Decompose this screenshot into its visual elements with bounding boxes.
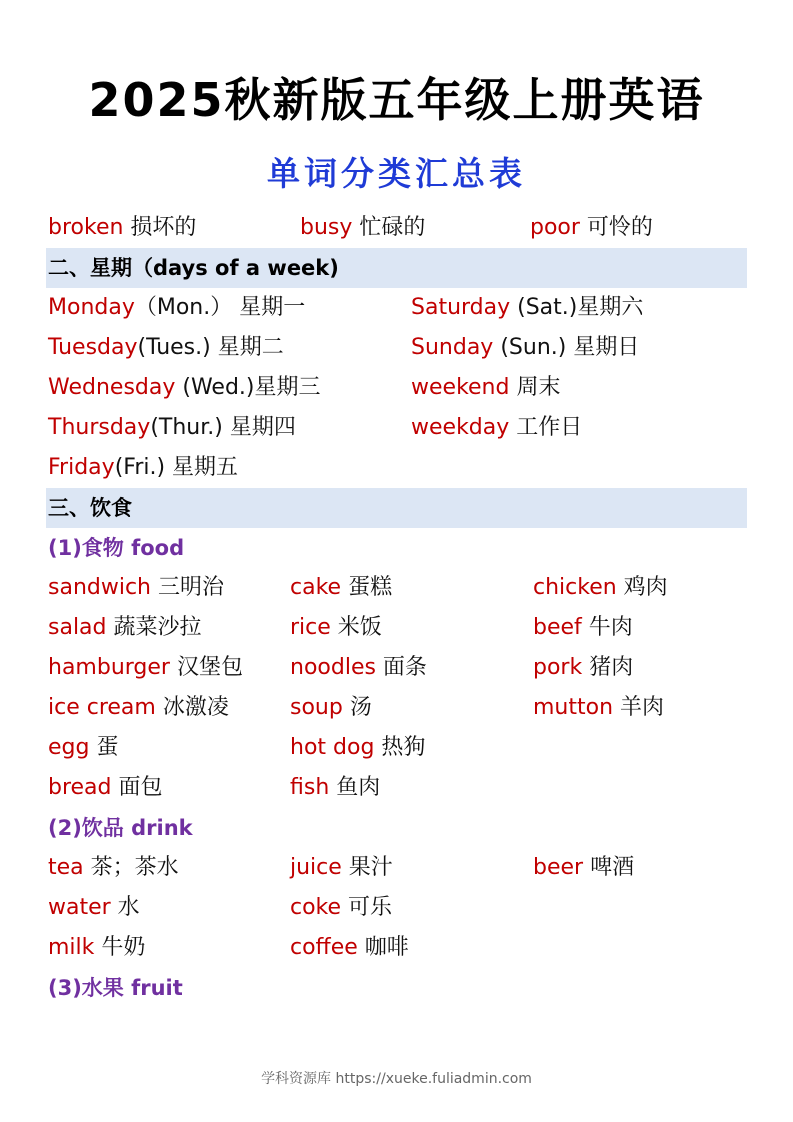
english-word: fish <box>290 775 330 800</box>
chinese-meaning: 蛋糕 <box>341 575 393 600</box>
word-entry <box>48 848 179 888</box>
word-entry: Saturday (Sat.)星期六 <box>411 295 644 320</box>
chinese-meaning: 茶；茶水 <box>83 855 179 880</box>
days-row <box>48 408 747 448</box>
english-word: rice <box>290 615 331 640</box>
word-entry <box>48 928 145 968</box>
chinese-meaning: 蛋 <box>89 735 119 760</box>
chinese-meaning: 热狗 <box>374 735 426 760</box>
word-entry <box>290 648 427 688</box>
chinese-meaning: 可乐 <box>341 895 393 920</box>
english-word: chicken <box>533 575 617 600</box>
word-entry <box>533 848 634 888</box>
word-entry <box>533 608 633 648</box>
chinese-meaning: 鸡肉 <box>616 575 668 600</box>
chinese-meaning: 三明治 <box>151 575 224 600</box>
chinese-meaning: 猪肉 <box>582 655 634 680</box>
word-entry: weekend 周末 <box>411 375 561 400</box>
section-heading-food: 三、饮食 <box>46 488 747 528</box>
word-row <box>48 648 747 688</box>
subsection-food: (1)食物 food <box>48 536 185 560</box>
word-entry <box>48 568 224 608</box>
word-entry <box>533 568 668 608</box>
days-row <box>48 328 747 368</box>
chinese-meaning: 面条 <box>375 655 427 680</box>
word-row <box>48 848 747 888</box>
word-entry <box>48 608 202 648</box>
chinese-meaning: 汤 <box>342 695 372 720</box>
english-word: juice <box>290 855 342 880</box>
english-word: beef <box>533 615 582 640</box>
chinese-meaning: 蔬菜沙拉 <box>106 615 202 640</box>
word-entry <box>290 768 380 808</box>
english-word: milk <box>48 935 95 960</box>
word-entry: busy 忙碌的 <box>300 215 426 240</box>
days-row <box>48 448 747 488</box>
word-row <box>48 608 747 648</box>
word-row <box>48 888 747 928</box>
word-entry: Wednesday (Wed.)星期三 <box>48 375 321 400</box>
word-entry <box>48 768 163 808</box>
word-table <box>48 208 747 1008</box>
word-row <box>48 768 747 808</box>
word-entry: Monday（Mon.） 星期一 <box>48 295 306 320</box>
word-entry: Friday(Fri.) 星期五 <box>48 455 239 480</box>
word-entry <box>533 688 664 728</box>
english-word: pork <box>533 655 583 680</box>
word-entry: poor 可怜的 <box>530 215 653 240</box>
word-entry <box>533 648 633 688</box>
english-word: ice cream <box>48 695 156 720</box>
word-entry: Thursday(Thur.) 星期四 <box>48 415 296 440</box>
chinese-meaning: 羊肉 <box>613 695 665 720</box>
word-entry <box>290 608 382 648</box>
section-heading-days: 二、星期（days of a week) <box>46 248 747 288</box>
english-word: salad <box>48 615 107 640</box>
word-entry <box>48 648 243 688</box>
english-word: hot dog <box>290 735 375 760</box>
chinese-meaning: 水 <box>110 895 140 920</box>
english-word: coffee <box>290 935 358 960</box>
word-entry <box>48 688 229 728</box>
chinese-meaning: 鱼肉 <box>329 775 381 800</box>
english-word: mutton <box>533 695 614 720</box>
english-word: hamburger <box>48 655 170 680</box>
chinese-meaning: 冰激凌 <box>155 695 229 720</box>
chinese-meaning: 牛奶 <box>94 935 146 960</box>
chinese-meaning: 汉堡包 <box>169 655 243 680</box>
chinese-meaning: 啤酒 <box>583 855 635 880</box>
chinese-meaning: 咖啡 <box>357 935 409 960</box>
english-word: sandwich <box>48 575 151 600</box>
word-entry <box>290 728 425 768</box>
word-entry <box>48 728 118 768</box>
english-word: bread <box>48 775 112 800</box>
english-word: coke <box>290 895 342 920</box>
word-entry <box>290 568 392 608</box>
word-entry <box>290 848 393 888</box>
english-word: tea <box>48 855 84 880</box>
days-row <box>48 288 747 328</box>
word-entry: weekday 工作日 <box>411 415 583 440</box>
word-entry: Tuesday(Tues.) 星期二 <box>48 335 284 360</box>
word-entry <box>290 688 372 728</box>
subsection-drink: (2)饮品 drink <box>48 816 193 840</box>
word-entry: Sunday (Sun.) 星期日 <box>411 335 640 360</box>
word-row <box>48 568 747 608</box>
chinese-meaning: 牛肉 <box>581 615 633 640</box>
page-title: 2025秋新版五年级上册英语 <box>88 73 705 127</box>
english-word: cake <box>290 575 342 600</box>
word-entry <box>290 928 409 968</box>
chinese-meaning: 米饭 <box>330 615 382 640</box>
word-entry <box>48 888 140 928</box>
english-word: soup <box>290 695 343 720</box>
chinese-meaning: 面包 <box>111 775 163 800</box>
english-word: egg <box>48 735 90 760</box>
chinese-meaning: 果汁 <box>341 855 393 880</box>
adjectives-row <box>48 208 747 248</box>
word-row <box>48 688 747 728</box>
page-subtitle: 单词分类汇总表 <box>267 154 526 193</box>
word-row <box>48 728 747 768</box>
word-entry: broken 损坏的 <box>48 215 197 240</box>
english-word: noodles <box>290 655 376 680</box>
word-row <box>48 928 747 968</box>
english-word: water <box>48 895 111 920</box>
footer-source: 学科资源库 https://xueke.fuliadmin.com <box>261 1071 532 1087</box>
word-entry <box>290 888 392 928</box>
english-word: beer <box>533 855 584 880</box>
days-row <box>48 368 747 408</box>
subsection-fruit: (3)水果 fruit <box>48 976 183 1000</box>
